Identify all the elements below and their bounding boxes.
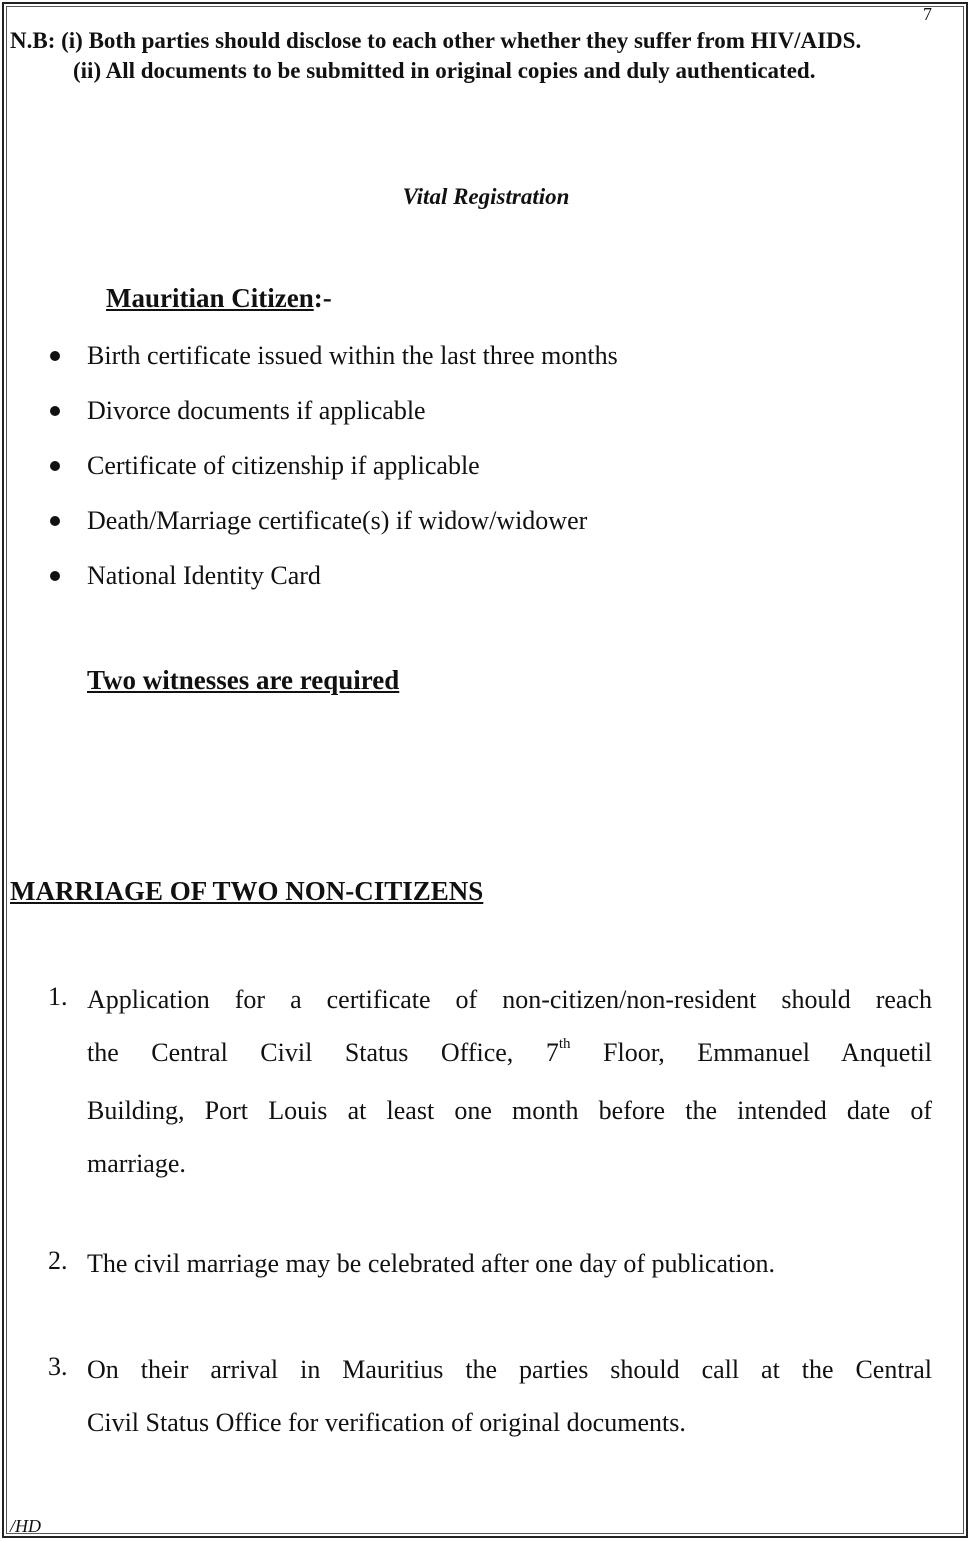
page-number: 7	[923, 4, 932, 24]
item-1-line-a: Application for a certificate of non-citizen/non-resident should reach	[87, 985, 932, 1014]
item-number-3: 3.	[48, 1352, 68, 1381]
bullet-icon	[50, 406, 60, 416]
item-1-line-c: Building, Port Louis at least one month before the intended date of	[87, 1096, 932, 1125]
requirement-text: Divorce documents if applicable	[87, 396, 426, 425]
item-1-line-b-start: the Central Civil Status Office, 7	[87, 1038, 559, 1067]
bullet-icon	[50, 516, 60, 526]
bullet-icon	[50, 351, 60, 361]
mauritian-citizen-heading	[106, 283, 332, 314]
requirement-text: Birth certificate issued within the last three months	[87, 341, 618, 370]
witnesses-note: Two witnesses are required	[87, 665, 400, 695]
requirement-text: Death/Marriage certificate(s) if widow/widower	[87, 506, 588, 535]
item-1-line-b	[87, 1026, 932, 1084]
note-line-1: N.B: (i) Both parties should disclose to each other whether they suffer from HIV/AIDS.	[10, 28, 862, 53]
item-number-1: 1.	[48, 982, 68, 1011]
mauritian-citizen-heading-suffix: :-	[313, 283, 332, 313]
item-1-line-d: marriage.	[87, 1149, 186, 1178]
item-text-1	[87, 973, 932, 1190]
non-citizens-heading: MARRIAGE OF TWO NON-CITIZENS	[10, 876, 484, 906]
item-3-line-a: On their arrival in Mauritius the parties should call at the Central	[87, 1355, 932, 1384]
item-1-line-b-sup: th	[558, 1036, 571, 1052]
item-number-2: 2.	[48, 1246, 68, 1275]
note-line-2: (ii) All documents to be submitted in original copies and duly authenticated.	[73, 58, 816, 83]
item-text-2: The civil marriage may be celebrated after one day of publication.	[87, 1249, 775, 1278]
footer-initials: /HD	[10, 1516, 41, 1536]
item-1-line-b-end: Floor, Emmanuel Anquetil	[570, 1038, 932, 1067]
page-border-inner	[6, 6, 964, 1534]
item-text-3	[87, 1343, 932, 1449]
section-title: Vital Registration	[402, 184, 570, 209]
requirement-text: National Identity Card	[87, 561, 321, 590]
bullet-icon	[50, 571, 60, 581]
requirement-text: Certificate of citizenship if applicable	[87, 451, 480, 480]
item-3-line-b: Civil Status Office for verification of original documents.	[87, 1408, 686, 1437]
mauritian-citizen-heading-text: Mauritian Citizen	[106, 283, 314, 313]
bullet-icon	[50, 461, 60, 471]
